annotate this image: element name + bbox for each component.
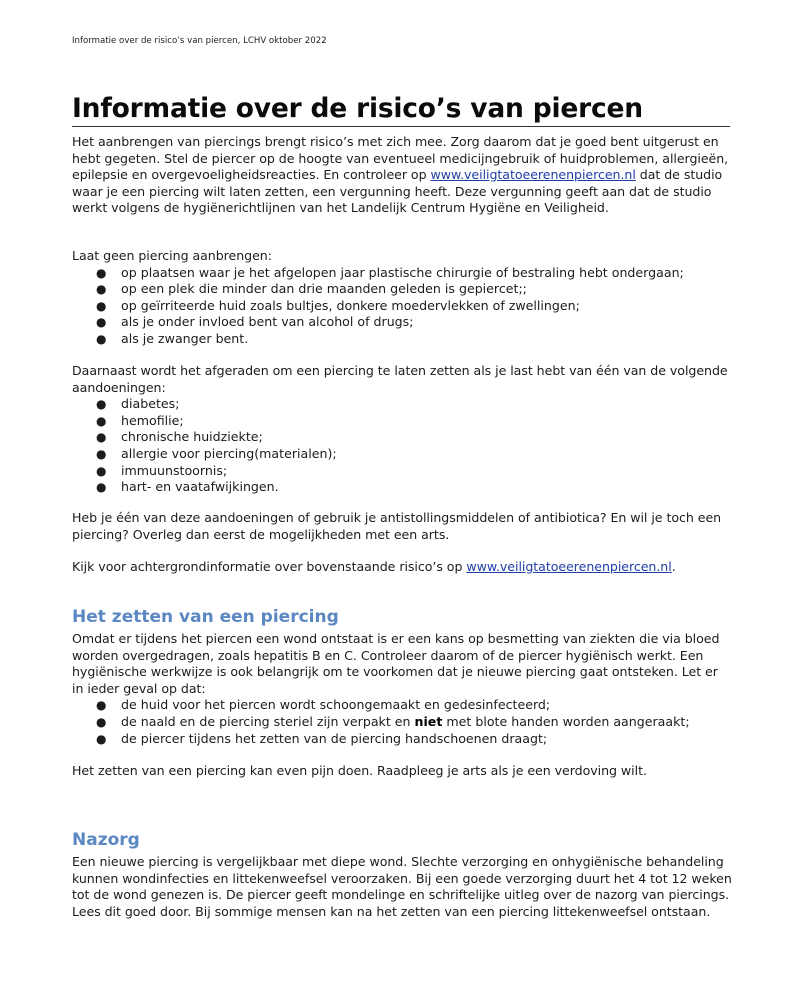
- bullet-icon: ●: [96, 282, 107, 297]
- background-text-before-link: Kijk voor achtergrondinformatie over bovenstaande risico’s op: [72, 559, 467, 574]
- intro-website-link[interactable]: www.veiligtatoeerenenpiercen.nl: [430, 167, 636, 183]
- list-item: ● als je onder invloed bent van alcohol of drugs;: [96, 314, 414, 330]
- bullet-icon: ●: [96, 413, 107, 428]
- bullet-icon: ●: [96, 714, 107, 729]
- bullet-icon: ●: [96, 331, 107, 346]
- intro-paragraph: [72, 134, 732, 217]
- section-heading-setting: Het zetten van een piercing: [72, 607, 339, 627]
- conditions-lead: Daarnaast wordt het afgeraden om een piercing te laten zetten als je last hebt van één van de volgende aandoeningen:: [72, 363, 728, 395]
- consult-paragraph: Heb je één van deze aandoeningen of gebruik je antistollingsmiddelen of antibiotica? En wil je toch een piercing? Overleg dan eerst de mogelijkheden met een arts.: [72, 510, 722, 542]
- running-header: Informatie over de risico’s van piercen, LCHV oktober 2022: [72, 36, 327, 46]
- bullet-icon: ●: [96, 463, 107, 478]
- no-piercing-list: [72, 265, 732, 348]
- background-paragraph: [72, 559, 732, 576]
- list-item: ● de huid voor het piercen wordt schoongemaakt en gedesinfecteerd;: [96, 697, 551, 713]
- no-piercing-lead: Laat geen piercing aanbrengen:: [72, 248, 272, 263]
- section-heading-aftercare: Nazorg: [72, 830, 140, 850]
- background-text-after-link: .: [671, 559, 676, 574]
- list-item: ● hemofilie;: [96, 412, 184, 428]
- bullet-icon: ●: [96, 480, 107, 495]
- list-item: ● hart- en vaatafwijkingen.: [96, 479, 279, 495]
- intro-text-after-link: dat de studio waar je een piercing wilt laten zetten, een vergunning heeft. Deze vergunning geeft aan dat de studio werkt volgens de hygiënerichtlijnen van het Landelijk Centrum Hygiëne en Veiligheid.: [72, 167, 723, 216]
- bullet-icon: ●: [96, 397, 107, 412]
- bullet-icon: ●: [96, 315, 107, 330]
- no-piercing-section: [72, 248, 732, 348]
- background-website-link[interactable]: www.veiligtatoeerenenpiercen.nl: [466, 559, 672, 574]
- aftercare-paragraph: Een nieuwe piercing is vergelijkbaar met diepe wond. Slechte verzorging en onhygiënische behandeling kunnen wondinfecties en littekenweefsel veroorzaken. Bij een goede verzorging duurt het 4 tot 12 weken tot de wond genezen is. De piercer geeft mondelinge en schriftelijke uitleg over de nazorg van piercings. Lees dit goed door. Bij sommige mensen kan na het zetten van een piercing littekenweefsel ontstaan.: [72, 854, 732, 919]
- pain-note: Het zetten van een piercing kan even pijn doen. Raadpleeg je arts als je een verdoving wilt.: [72, 763, 647, 779]
- list-item: ● immuunstoornis;: [96, 462, 228, 478]
- list-item: ● de piercer tijdens het zetten van de piercing handschoenen draagt;: [96, 730, 548, 746]
- document-title: Informatie over de risico’s van piercen: [72, 92, 730, 127]
- conditions-list: [72, 396, 732, 496]
- section-aftercare: [72, 829, 732, 920]
- setting-list: [72, 697, 732, 747]
- bullet-icon: ●: [96, 430, 107, 445]
- bullet-icon: ●: [96, 731, 107, 746]
- list-item: ● op plaatsen waar je het afgelopen jaar plastische chirurgie of bestraling hebt ondergaan;: [96, 264, 684, 280]
- list-item: ● chronische huidziekte;: [96, 429, 263, 445]
- section-setting: [72, 606, 732, 780]
- bullet-icon: ●: [96, 298, 107, 313]
- list-item: ● de naald en de piercing steriel zijn verpakt en niet met blote handen worden aangeraakt;: [96, 713, 690, 729]
- intro-text-before-link: Het aanbrengen van piercings brengt risico’s met zich mee. Zorg daarom dat je goed bent uitgerust en hebt gegeten. Stel de piercer op de hoogte van eventueel medicijngebruik of huidproblemen, allergieën, epilepsie en overgevoeligheidsreacties. En controleer op: [72, 134, 729, 183]
- list-item: ● op een plek die minder dan drie maanden geleden is gepiercet;;: [96, 281, 527, 297]
- conditions-section: [72, 363, 732, 496]
- bullet-icon: ●: [96, 698, 107, 713]
- bullet-icon: ●: [96, 446, 107, 461]
- list-item: ● allergie voor piercing(materialen);: [96, 445, 337, 461]
- list-item: ● op geïrriteerde huid zoals bultjes, donkere moedervlekken of zwellingen;: [96, 297, 580, 313]
- list-item: ● diabetes;: [96, 396, 180, 412]
- emphasis-not: niet: [414, 713, 443, 729]
- setting-paragraph: Omdat er tijdens het piercen een wond ontstaat is er een kans op besmetting van ziekten die via bloed worden overgedragen, zoals hepatitis B en C. Controleer daarom of de piercer hygiënisch werkt. Een hygiënische werkwijze is ook belangrijk om te voorkomen dat je nieuwe piercing gaat ontsteken. Let er in ieder geval op dat:: [72, 631, 720, 696]
- list-item: ● als je zwanger bent.: [96, 330, 249, 346]
- bullet-icon: ●: [96, 265, 107, 280]
